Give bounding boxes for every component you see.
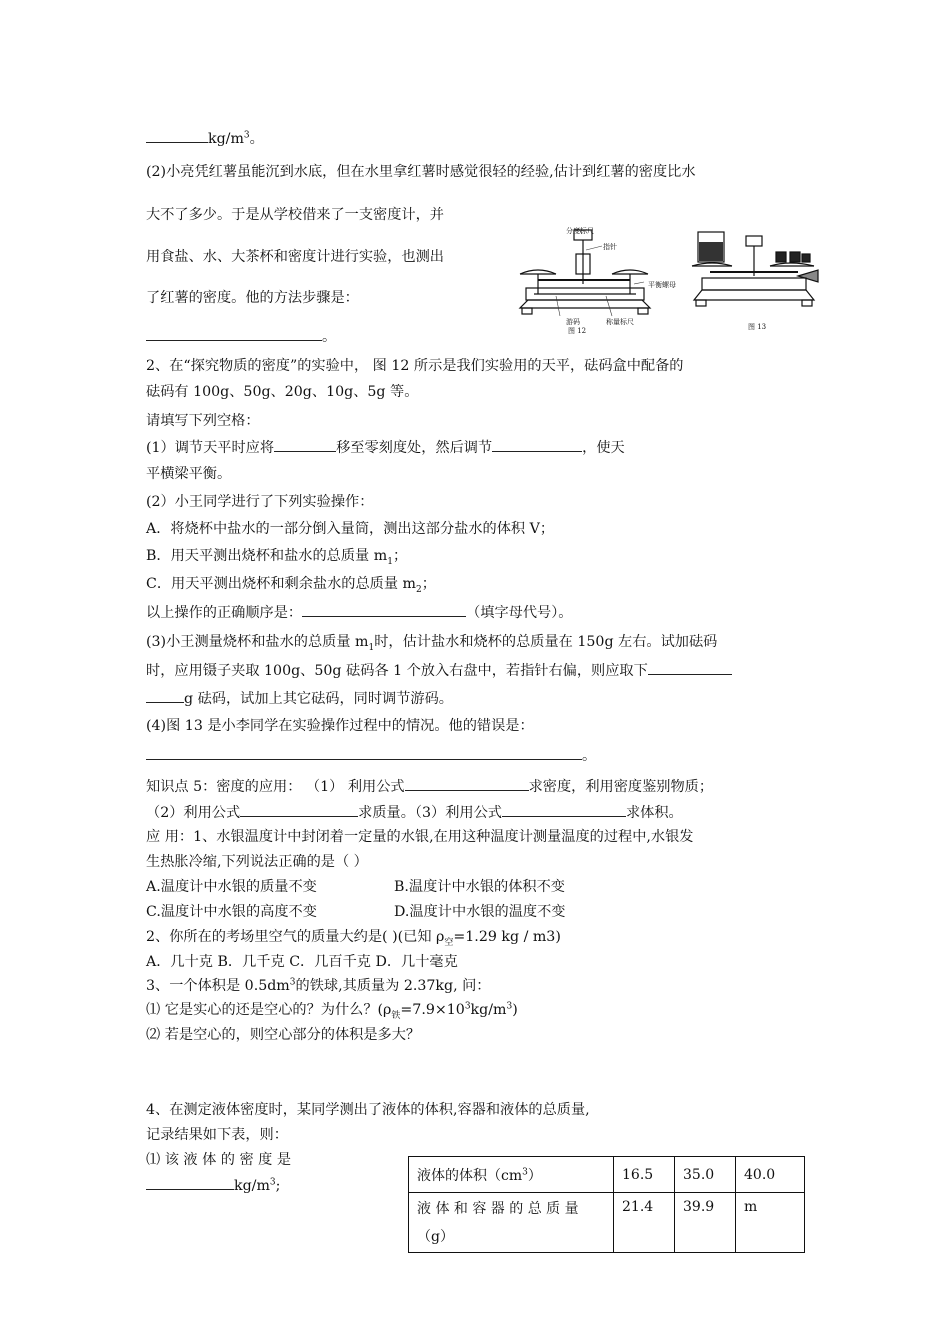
figure-label: 平衡螺母: [648, 281, 676, 289]
answer-line-error: 。: [146, 745, 596, 766]
table-cell: 液 体 和 容 器 的 总 质 量 （g）: [409, 1193, 614, 1253]
knowledge-point-line: 知识点 5：密度的应用： （1） 利用公式 求密度，利用密度鉴别物质；: [146, 776, 713, 797]
formula-blank[interactable]: [240, 802, 358, 817]
figure-label: 指针: [603, 243, 617, 251]
formula-blank[interactable]: [405, 776, 529, 791]
table-cell: 35.0: [675, 1157, 736, 1193]
table-row: [409, 1193, 805, 1253]
paragraph-line: 了红薯的密度。他的方法步骤是：: [146, 290, 359, 306]
answer-blank[interactable]: [648, 660, 732, 675]
paragraph-line: 应 用：1、水银温度计中封闭着一定量的水银,在用这种温度计测量温度的过程中,水银发: [146, 829, 694, 845]
answer-blank[interactable]: [146, 128, 208, 143]
table-cell: 39.9: [675, 1193, 736, 1253]
paragraph-line: ⑵ 若是空心的，则空心部分的体积是多大？: [146, 1027, 421, 1043]
paragraph-line: 请填写下列空格：: [146, 413, 260, 429]
answer-line-density-unit: $kg/m^3$。: [146, 128, 264, 149]
table-cell: 16.5: [614, 1157, 675, 1193]
paragraph-line: 4、在测定液体密度时，某同学测出了液体的体积,容器和液体的总质量,: [146, 1102, 590, 1118]
paragraph-line: 2、在“探究物质的密度”的实验中， 图 12 所示是我们实验用的天平，砝码盒中配备的: [146, 358, 684, 374]
answer-blank[interactable]: [146, 745, 582, 760]
option-c: C.温度计中水银的高度不变: [146, 904, 317, 920]
paragraph-line: 3、一个体积是 $0.5dm^3$的铁球,其质量为 2.37kg, 问：: [146, 977, 491, 994]
option-d: D.温度计中水银的温度不变: [394, 904, 566, 920]
paragraph-line: 平横梁平衡。: [146, 466, 232, 482]
paragraph-line: 砝码有 100g、50g、20g、10g、5g 等。: [146, 384, 419, 400]
paragraph-line: (4)图 13 是小李同学在实验操作过程中的情况。他的错误是：: [146, 718, 534, 734]
formula-blank[interactable]: [502, 802, 626, 817]
balance-figure-13: [690, 226, 820, 326]
paragraph-line: 记录结果如下表，则：: [146, 1127, 288, 1143]
paragraph-line: (3)小王测量烧杯和盐水的总质量 $m_1$时，估计盐水和烧杯的总质量在 150g 左右。试加砝码: [146, 634, 718, 653]
option-a: A.温度计中水银的质量不变: [146, 879, 317, 895]
answer-blank[interactable]: [302, 602, 466, 617]
data-table: [408, 1156, 805, 1253]
paragraph-line: (2）小王同学进行了下列实验操作：: [146, 494, 374, 510]
balance-figure-12: [516, 222, 674, 334]
answer-line-method: 。: [146, 326, 336, 347]
options-line: A．几十克 B．几千克 C．几百千克 D．几十毫克: [146, 954, 458, 970]
option-b: B.温度计中水银的体积不变: [394, 879, 565, 895]
fill-in-line: 以上操作的正确顺序是： （填字母代号）。: [146, 602, 572, 623]
figure-label: 分度标尺: [566, 227, 594, 235]
option-line: A．将烧杯中盐水的一部分倒入量筒，测出这部分盐水的体积 V；: [146, 521, 555, 537]
answer-blank[interactable]: [274, 437, 336, 452]
figure-caption: 图 13: [748, 323, 767, 331]
paragraph-line: 用食盐、水、大茶杯和密度计进行实验，也测出: [146, 249, 444, 265]
table-cell: m: [736, 1193, 805, 1253]
paragraph-line: ⑴ 它是实心的还是空心的？为什么？$(\rho_铁=7.9\times 10^3kg/m^3)$: [146, 1001, 518, 1021]
option-line: B．用天平测出烧杯和盐水的总质量 $m_1$；: [146, 548, 408, 567]
paragraph-line: 生热胀冷缩,下列说法正确的是（ ）: [146, 854, 368, 870]
paragraph-line: ⑴ 该 液 体 的 密 度 是: [146, 1152, 292, 1168]
option-line: C．用天平测出烧杯和剩余盐水的总质量 $m_2$；: [146, 576, 436, 595]
answer-blank[interactable]: [146, 326, 322, 341]
figure-label: 游码: [566, 318, 580, 326]
fill-in-line: g 砝码，试加上其它砝码，同时调节游码。: [146, 688, 453, 709]
figure-caption: 图 12: [568, 327, 587, 335]
answer-blank[interactable]: [492, 437, 582, 452]
answer-blank[interactable]: [146, 688, 184, 703]
paragraph-line: 大不了多少。于是从学校借来了一支密度计，并: [146, 207, 444, 223]
table-row: [409, 1157, 805, 1193]
figure-label: 称量标尺: [606, 318, 634, 326]
answer-line-density: $kg/m^3$;: [146, 1175, 280, 1196]
knowledge-point-line: （2）利用公式 求质量。（3）利用公式 求体积。: [146, 802, 683, 823]
fill-in-line: 时，应用镊子夹取 100g、50g 砝码各 1 个放入右盘中，若指针右偏，则应取下: [146, 660, 732, 681]
table-cell: 40.0: [736, 1157, 805, 1193]
table-cell: 液体的体积$(cm^3)$: [409, 1157, 614, 1193]
answer-blank[interactable]: [146, 1175, 234, 1190]
fill-in-line: (1）调节天平时应将 移至零刻度处，然后调节 ，使天: [146, 437, 625, 458]
paragraph-line: 2、你所在的考场里空气的质量大约是( )(已知 $\rho_空=1.29$ kg / m3): [146, 929, 561, 948]
table-cell: 21.4: [614, 1193, 675, 1253]
paragraph-line: (2)小亮凭红薯虽能沉到水底，但在水里拿红薯时感觉很轻的经验,估计到红薯的密度比水: [146, 164, 696, 180]
